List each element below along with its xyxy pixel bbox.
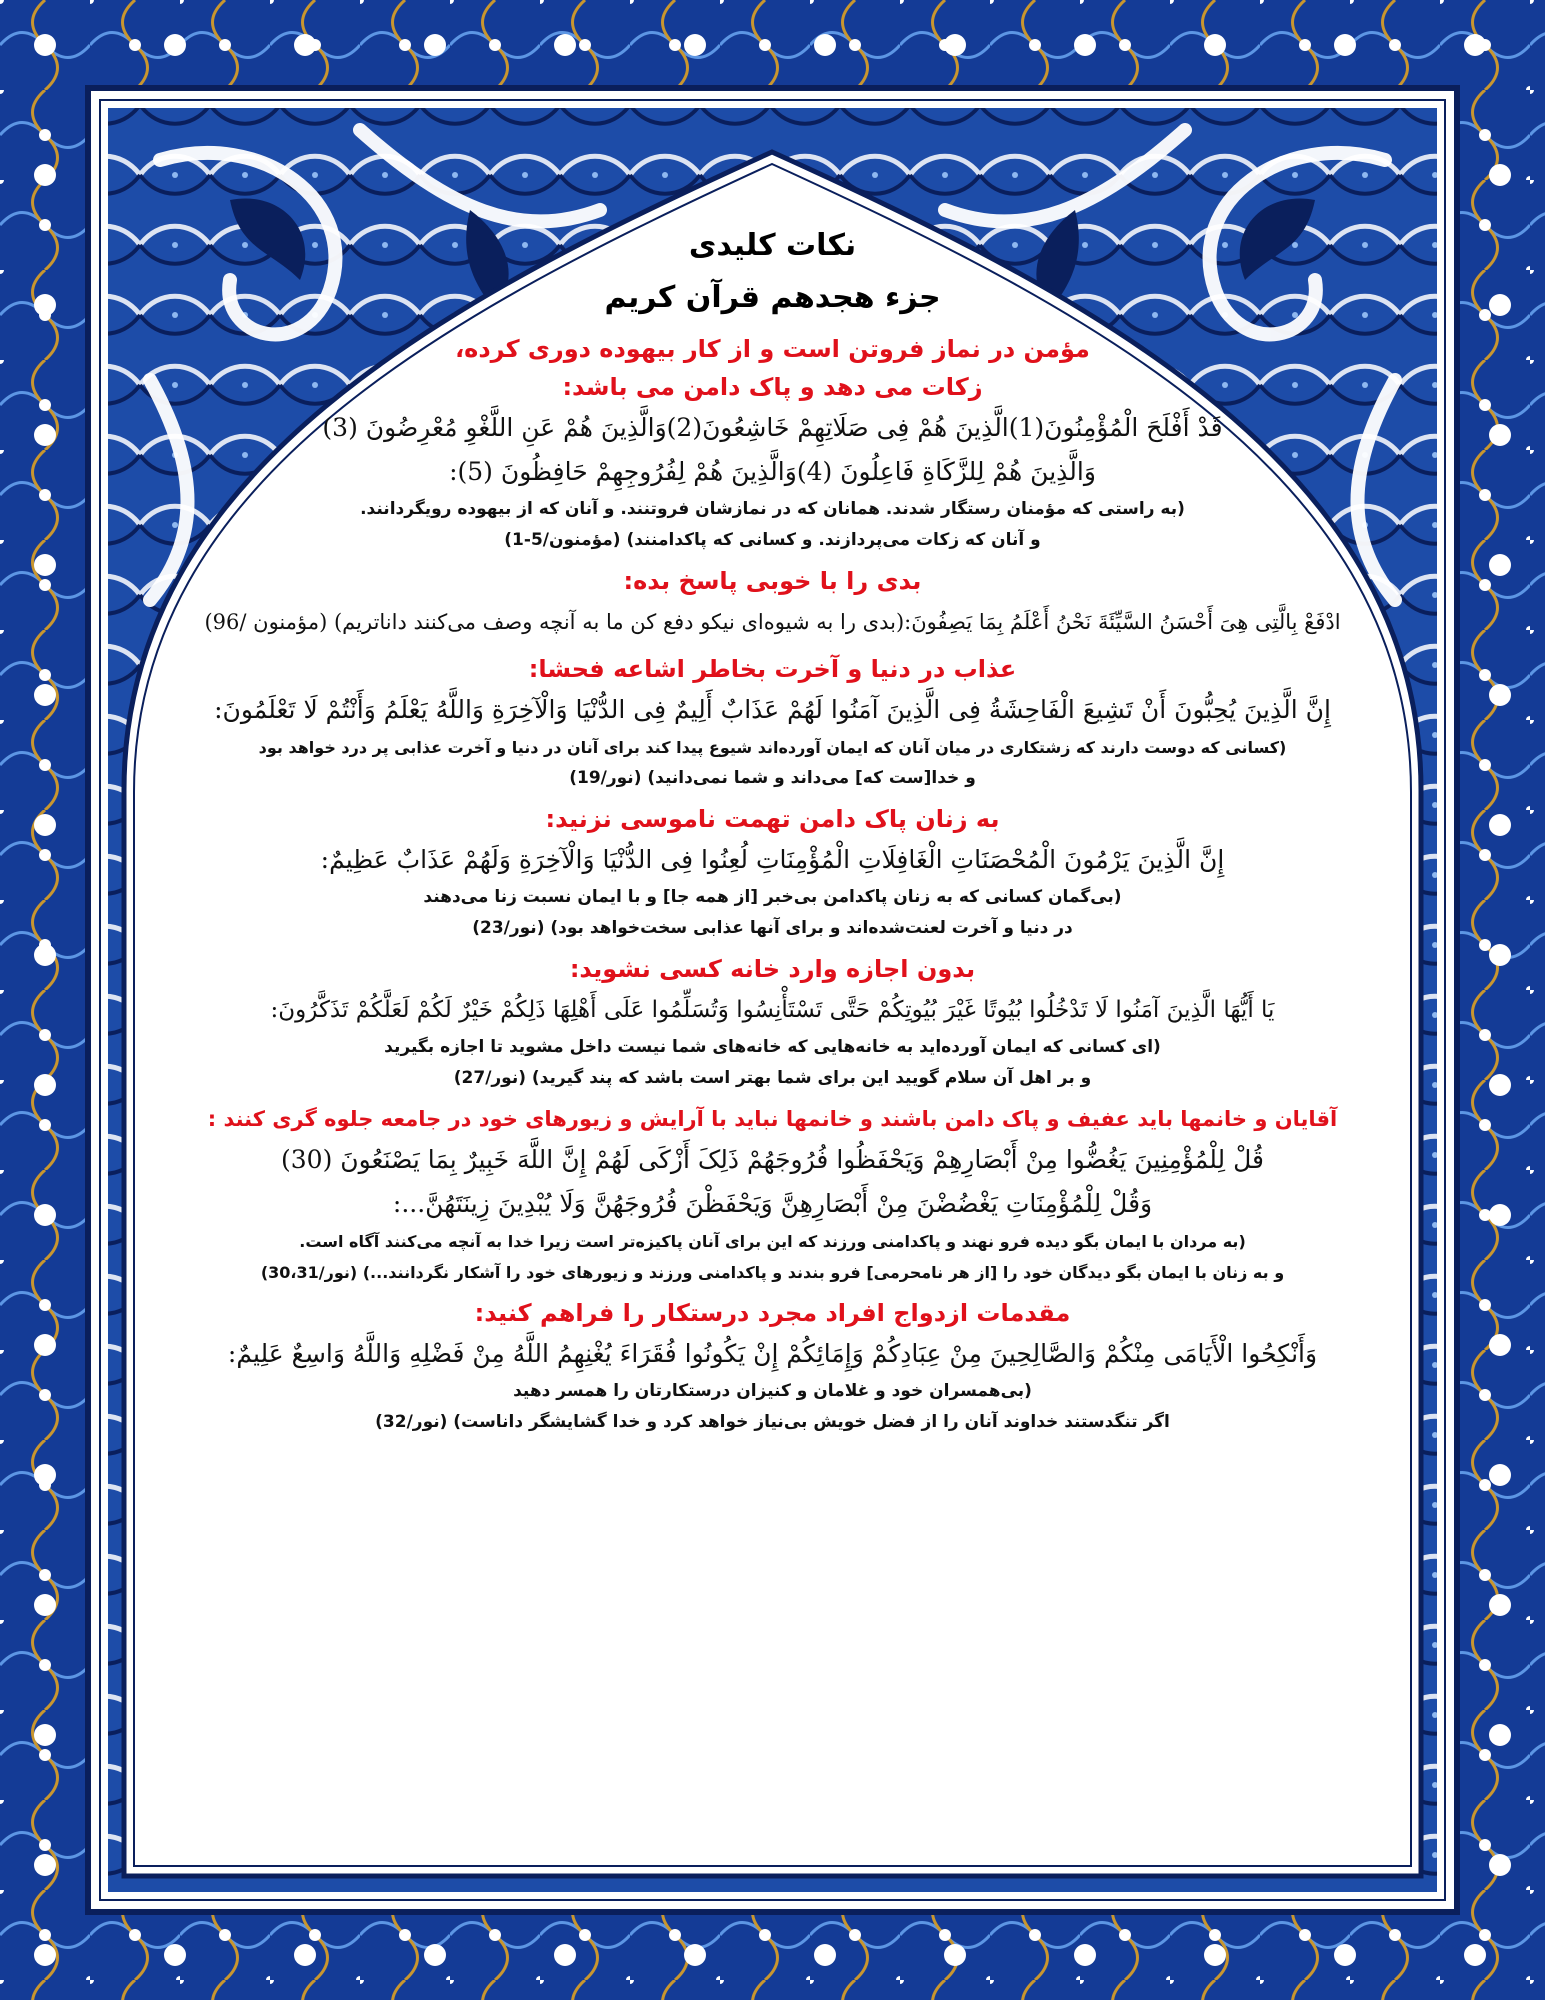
verse-translation: و به زنان با ایمان بگو دیدگان خود را [از هر نامحرمی] فرو بندند و پاکدامنی ورزند و زیورهای خود را آشکار نگردانند...) (نور/30،31) — [260, 1263, 1285, 1282]
verse-translation: اگر تنگدستند خداوند آنان را از فضل خویش بی‌نیاز خواهد کرد و خدا گشایشگر داناست) (نور/32) — [375, 1412, 1170, 1432]
page-subtitle: جزء هجدهم قرآن کریم — [604, 280, 941, 315]
section-6 — [185, 1100, 1360, 1288]
quran-verse: وَالَّذِینَ هُمْ لِلزَّکَاةِ فَاعِلُونَ (4)وَالَّذِینَ هُمْ لِفُرُوجِهِمْ حَافِظُونَ (5): — [449, 457, 1096, 486]
verse-translation: (ای کسانی که ایمان آورده‌اید به خانه‌هایی که خانه‌های شما نیست داخل مشوید تا اجازه بگیرید — [384, 1037, 1161, 1057]
page-title: نکات کلیدی — [688, 228, 857, 263]
content-area — [185, 205, 1360, 1865]
verse-translation: (به راستی که مؤمنان رستگار شدند. همانان که در نمازشان فروتنند. و آنان که از بیهوده رویگردانند. — [360, 499, 1185, 519]
quran-verse: وَأَنْکِحُوا الْأَیَامَى مِنْکُمْ وَالصَّالِحِینَ مِنْ عِبَادِکُمْ وَإِمَائِکُمْ إِنْ یَکُونُوا فُقَرَاءَ یُغْنِهِمُ اللَّهُ مِنْ فَضْلِهِ وَاللَّهُ وَاسِعٌ عَلِیمٌ: — [227, 1339, 1318, 1368]
verse-translation: و بر اهل آن سلام گویید این برای شما بهتر است باشد که پند گیرید) (نور/27) — [453, 1068, 1092, 1088]
quran-verse: یَا أَیُّهَا الَّذِینَ آمَنُوا لَا تَدْخُلُوا بُیُوتًا غَیْرَ بُیُوتِکُمْ حَتَّى تَسْتَأْنِسُوا وَتُسَلِّمُوا عَلَى أَهْلِهَا ذَلِکُمْ خَیْرٌ لَکُمْ لَعَلَّکُمْ تَذَکَّرُونَ: — [270, 997, 1275, 1023]
section-heading: به زنان پاک دامن تهمت ناموسی نزنید: — [545, 805, 1000, 833]
verse-translation: (به مردان با ایمان بگو دیده فرو نهند و پاکدامنی ورزند که این برای آنان پاکیزه‌تر است زیرا خدا به آنچه می‌کنند آگاه است. — [299, 1232, 1246, 1251]
section-heading: مؤمن در نماز فروتن است و از کار بیهوده دوری کرده، — [455, 335, 1090, 363]
verse-translation: (بی‌همسران خود و غلامان و کنیزان درستکارتان را همسر دهید — [513, 1381, 1032, 1401]
quran-verse: إِنَّ الَّذِینَ یُحِبُّونَ أَنْ تَشِیعَ الْفَاحِشَةُ فِی الَّذِینَ آمَنُوا لَهُمْ عَذَابٌ أَلِیمٌ فِی الدُّنْیَا وَالْآخِرَةِ وَاللَّهُ یَعْلَمُ وَأَنْتُمْ لَا تَعْلَمُونَ: — [214, 695, 1331, 724]
section-heading: زکات می دهد و پاک دامن می باشد: — [562, 373, 983, 401]
section-heading: بدون اجازه وارد خانه کسی نشوید: — [569, 955, 976, 983]
section-heading: بدی را با خوبی پاسخ بده: — [623, 567, 922, 595]
quran-verse: ادْفَعْ بِالَّتِی هِیَ أَحْسَنُ السَّیِّئَةَ نَحْنُ أَعْلَمُ بِمَا یَصِفُونَ:(بدی را به شیوه‌ای نیکو دفع کن ما به آنچه وصف می‌کنند داناتریم) (مؤمنون /96) — [204, 610, 1341, 634]
section-7 — [185, 1294, 1360, 1438]
section-heading: عذاب در دنیا و آخرت بخاطر اشاعه فحشا: — [528, 655, 1017, 683]
verse-translation: و خدا[ست که] می‌داند و شما نمی‌دانید) (نور/19) — [569, 768, 976, 788]
quran-verse: وَقُلْ لِلْمُؤْمِنَاتِ یَغْضُضْنَ مِنْ أَبْصَارِهِنَّ وَیَحْفَظْنَ فُرُوجَهُنَّ وَلَا یُبْدِینَ زِینَتَهُنَّ...: — [392, 1189, 1153, 1218]
verse-translation: و آنان که زکات می‌پردازند. و کسانی که پاکدامنند) (مؤمنون/5-1) — [504, 530, 1041, 550]
quran-verse: إِنَّ الَّذِینَ یَرْمُونَ الْمُحْصَنَاتِ الْغَافِلَاتِ الْمُؤْمِنَاتِ لُعِنُوا فِی الدُّنْیَا وَالْآخِرَةِ وَلَهُمْ عَذَابٌ عَظِیمٌ: — [320, 845, 1225, 874]
verse-translation: در دنیا و آخرت لعنت‌شده‌اند و برای آنها عذابی سخت‌خواهد بود) (نور/23) — [472, 918, 1073, 938]
section-5 — [185, 950, 1360, 1094]
section-3 — [185, 650, 1360, 794]
quran-verse: قَدْ أَفْلَحَ الْمُؤْمِنُونَ(1)الَّذِینَ هُمْ فِی صَلَاتِهِمْ خَاشِعُونَ(2)وَالَّذِینَ هُمْ عَنِ اللَّغْوِ مُعْرِضُونَ (3) — [322, 413, 1223, 442]
verse-translation: (کسانی که دوست دارند که زشتکاری در میان آنان که ایمان آورده‌اند شیوع پیدا کند برای آنان در دنیا و آخرت عذابی پر درد خواهد بود — [258, 738, 1287, 757]
verse-translation: (بی‌گمان کسانی که به زنان پاکدامن بی‌خبر [از همه جا] و با ایمان نسبت زنا می‌دهند — [423, 887, 1122, 907]
section-heading: مقدمات ازدواج افراد مجرد درستکار را فراهم کنید: — [474, 1299, 1071, 1327]
section-heading: آقایان و خانمها باید عفیف و پاک دامن باشند و خانمها نباید با آرایش و زیورهای خود در جامعه جلوه گری کنند : — [207, 1107, 1338, 1131]
section-2 — [185, 562, 1360, 644]
section-4 — [185, 800, 1360, 944]
section-1 — [185, 330, 1360, 556]
quran-verse: قُلْ لِلْمُؤْمِنِینَ یَغُضُّوا مِنْ أَبْصَارِهِمْ وَیَحْفَظُوا فُرُوجَهُمْ ذَلِکَ أَزْکَى لَهُمْ إِنَّ اللَّهَ خَبِیرٌ بِمَا یَصْنَعُونَ (30) — [281, 1145, 1264, 1174]
